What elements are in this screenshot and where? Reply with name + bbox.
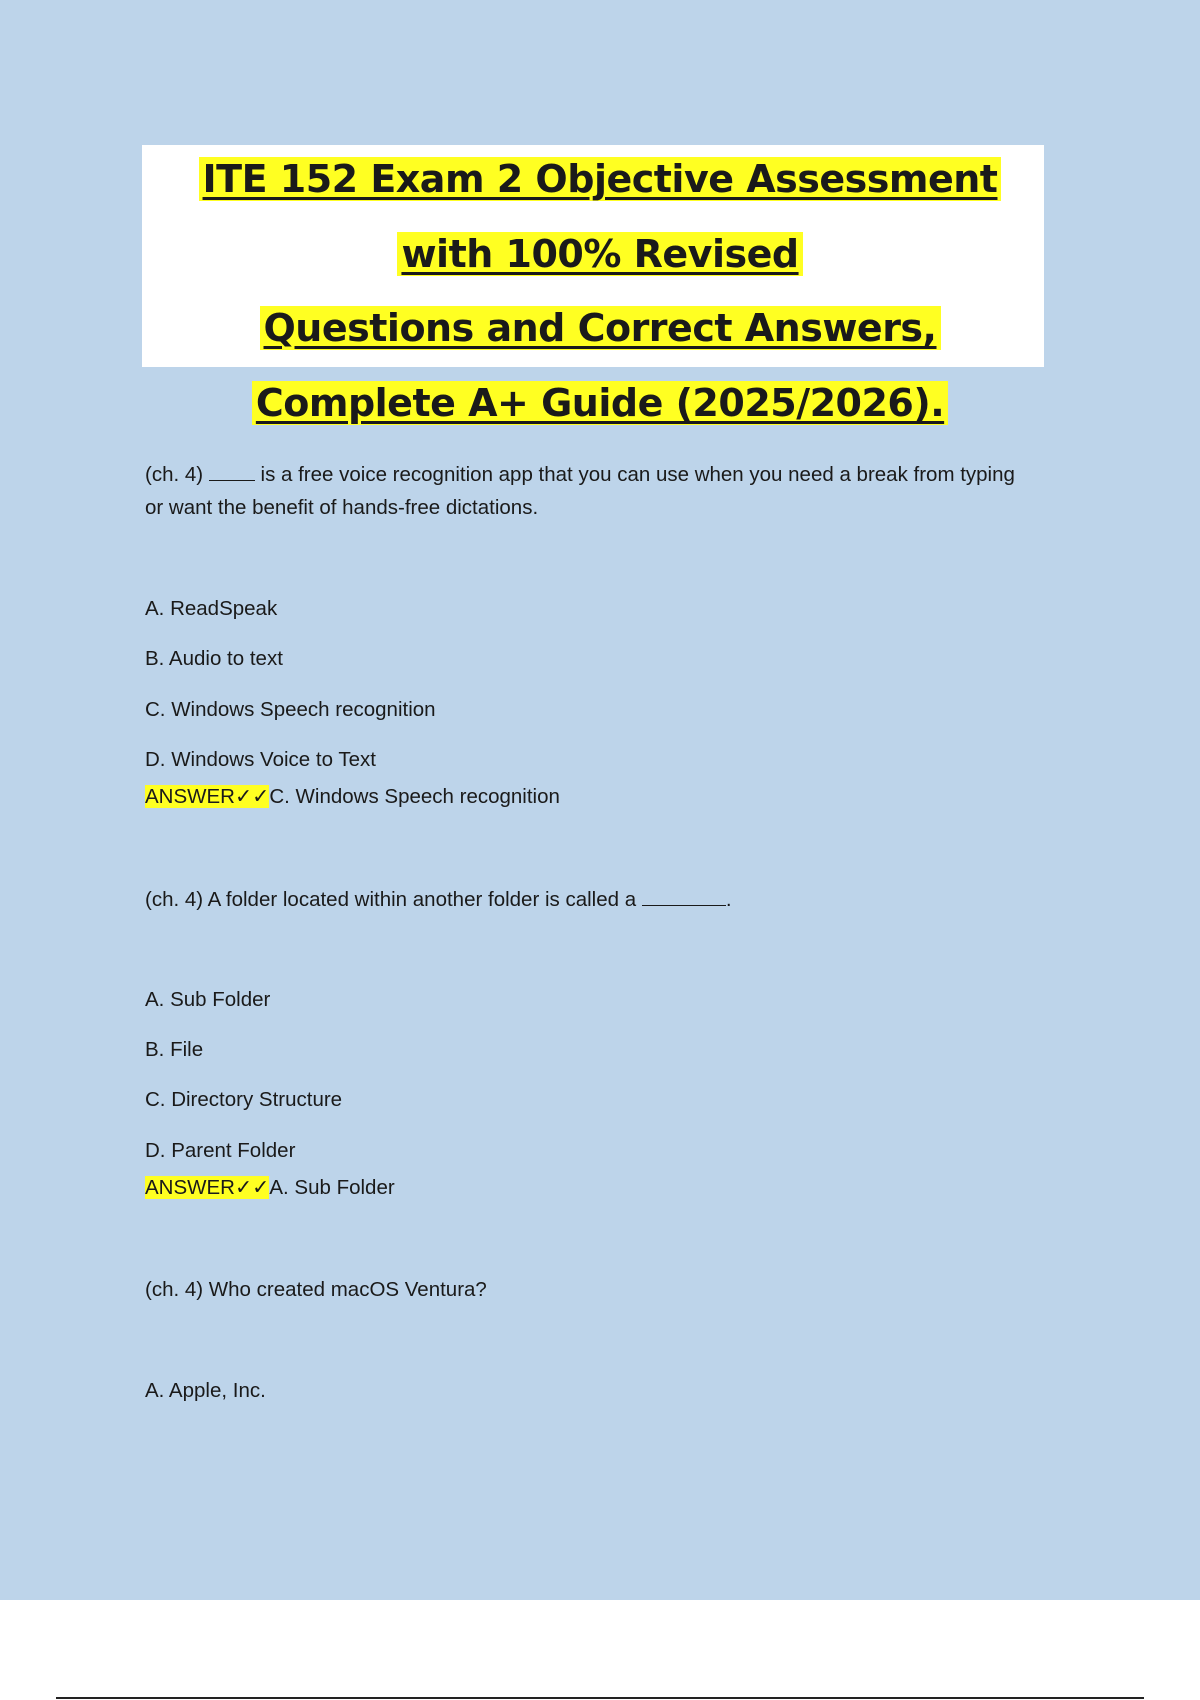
- question-2-answer-value: A. Sub Folder: [269, 1176, 395, 1199]
- question-1-text: (ch. 4) is a free voice recognition app that you can use when you need a break from typing: [145, 458, 1095, 492]
- title-line-4: Complete A+ Guide (2025/2026).: [0, 377, 1200, 429]
- question-2-text: (ch. 4) A folder located within another folder is called a .: [145, 883, 1095, 917]
- question-1-answer: [145, 780, 1095, 814]
- question-2-option-c: C. Directory Structure: [145, 1088, 343, 1111]
- question-1-option-d: D. Windows Voice to Text: [145, 748, 376, 771]
- question-1-option-c: C. Windows Speech recognition: [145, 698, 436, 721]
- title-line-3: Questions and Correct Answers,: [0, 302, 1200, 354]
- title-line-1: ITE 152 Exam 2 Objective Assessment: [0, 153, 1200, 205]
- answer-label: ANSWER✓✓: [145, 785, 270, 808]
- question-2-option-b: B. File: [145, 1038, 204, 1061]
- answer-blank: [209, 460, 255, 481]
- question-1-text-line-2: or want the benefit of hands-free dictations.: [145, 496, 539, 519]
- question-1-option-a: A. ReadSpeak: [145, 597, 278, 620]
- footer-divider: [56, 1697, 1144, 1699]
- question-3-option-a: A. Apple, Inc.: [145, 1379, 266, 1402]
- answer-label: ANSWER✓✓: [145, 1176, 270, 1199]
- title-line-2: with 100% Revised: [0, 228, 1200, 280]
- question-1-answer-value: C. Windows Speech recognition: [269, 785, 560, 808]
- question-2-option-d: D. Parent Folder: [145, 1139, 296, 1162]
- question-2-answer: [145, 1171, 1095, 1205]
- answer-blank: [642, 885, 726, 906]
- question-2-option-a: A. Sub Folder: [145, 988, 271, 1011]
- question-1-option-b: B. Audio to text: [145, 647, 283, 670]
- question-3-text: (ch. 4) Who created macOS Ventura?: [145, 1278, 487, 1301]
